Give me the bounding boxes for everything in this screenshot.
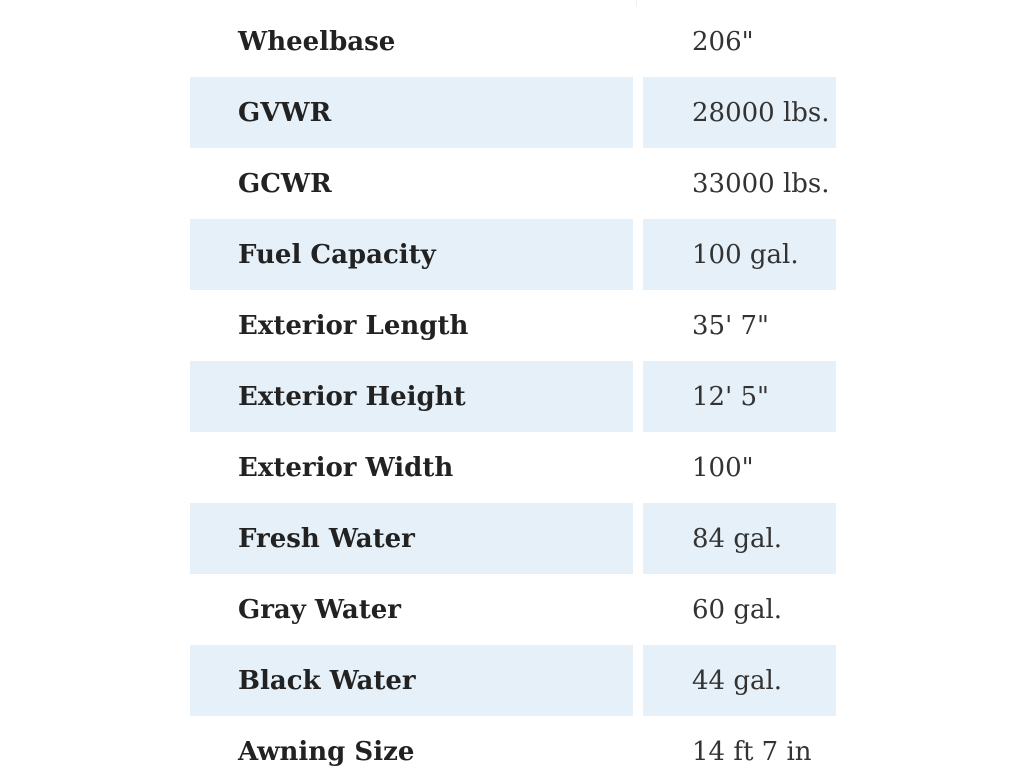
table-row — [190, 574, 836, 645]
spec-value: 100 gal. — [643, 219, 836, 290]
table-row — [190, 716, 836, 768]
spec-value: 28000 lbs. — [643, 77, 836, 148]
spec-value: 100" — [643, 432, 836, 503]
spec-label: Exterior Width — [190, 432, 633, 503]
spec-label: Awning Size — [190, 716, 633, 768]
spec-label: Exterior Height — [190, 361, 633, 432]
spec-value: 44 gal. — [643, 645, 836, 716]
cell-gap — [633, 148, 643, 219]
cell-gap — [633, 432, 643, 503]
table-row — [190, 6, 836, 77]
cell-gap — [633, 645, 643, 716]
spec-value: 60 gal. — [643, 574, 836, 645]
cell-gap — [633, 6, 643, 77]
spec-value: 14 ft 7 in — [643, 716, 836, 768]
spec-value: 84 gal. — [643, 503, 836, 574]
cell-gap — [633, 361, 643, 432]
table-row — [190, 645, 836, 716]
cell-gap — [633, 219, 643, 290]
cell-gap — [633, 716, 643, 768]
spec-label: Gray Water — [190, 574, 633, 645]
spec-table — [190, 6, 836, 768]
table-row — [190, 361, 836, 432]
spec-value: 12' 5" — [643, 361, 836, 432]
table-row — [190, 290, 836, 361]
spec-value: 206" — [643, 6, 836, 77]
table-row — [190, 503, 836, 574]
spec-label: Fuel Capacity — [190, 219, 633, 290]
cell-gap — [633, 574, 643, 645]
table-row — [190, 77, 836, 148]
cell-gap — [633, 77, 643, 148]
table-row — [190, 219, 836, 290]
spec-label: Fresh Water — [190, 503, 633, 574]
spec-label: GCWR — [190, 148, 633, 219]
table-row — [190, 148, 836, 219]
spec-value: 33000 lbs. — [643, 148, 836, 219]
spec-label: GVWR — [190, 77, 633, 148]
cell-gap — [633, 290, 643, 361]
spec-value: 35' 7" — [643, 290, 836, 361]
spec-label: Exterior Length — [190, 290, 633, 361]
spec-label: Wheelbase — [190, 6, 633, 77]
table-row — [190, 432, 836, 503]
spec-label: Black Water — [190, 645, 633, 716]
cell-gap — [633, 503, 643, 574]
